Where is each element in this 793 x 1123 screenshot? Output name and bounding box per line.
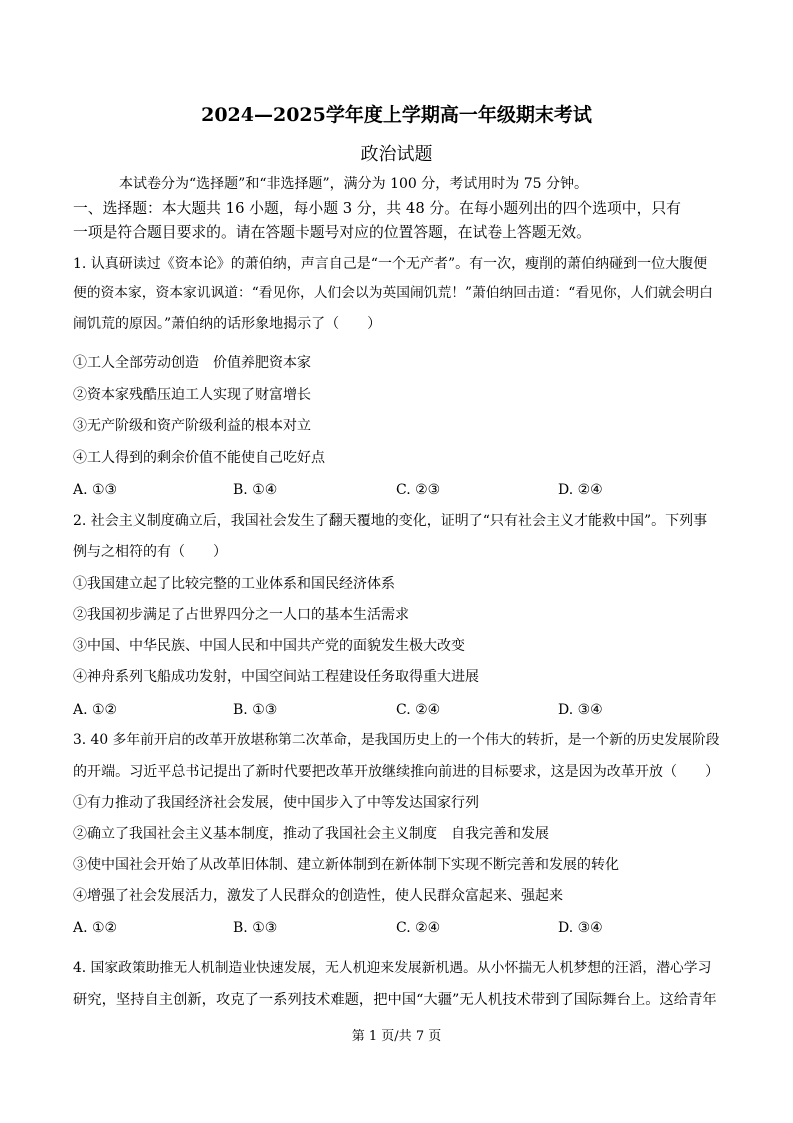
- q2-statement-3: ③中国、中华民族、中国人民和中国共产党的面貌发生极大改变: [73, 638, 465, 654]
- q2-statement-4: ④神舟系列飞船成功发射，中国空间站工程建设任务取得重大进展: [73, 669, 479, 685]
- q3-option-d[interactable]: D. ③④: [558, 920, 603, 936]
- q3-statement-2: ②确立了我国社会主义基本制度，推动了我国社会主义制度 自我完善和发展: [73, 826, 549, 842]
- q2-statement-1: ①我国建立起了比较完整的工业体系和国民经济体系: [73, 576, 395, 592]
- exam-title: 2024—2025学年度上学期高一年级期末考试: [201, 104, 592, 126]
- q1-stem-line3: 闹饥荒的原因。”萧伯纳的话形象地揭示了（ ）: [73, 316, 382, 332]
- q4-stem-line1: 4. 国家政策助推无人机制造业快速发展，无人机迎来发展新机遇。从小怀揣无人机梦想的汪滔，潜心学习: [73, 960, 712, 976]
- q3-option-a[interactable]: A. ①②: [73, 920, 118, 936]
- q2-option-c[interactable]: C. ②④: [396, 702, 441, 718]
- q1-statement-4: ④工人得到的剩余价值不能使自己吃好点: [73, 450, 325, 466]
- q2-statement-2: ②我国初步满足了占世界四分之一人口的基本生活需求: [73, 607, 409, 623]
- intro-note: 本试卷分为“选择题”和“非选择题”，满分为 100 分，考试用时为 75 分钟。: [119, 176, 588, 192]
- q1-statement-2: ②资本家残酷压迫工人实现了财富增长: [73, 387, 311, 403]
- q1-stem-line1: 1. 认真研读过《资本论》的萧伯纳，声言自己是“一个无产者”。有一次，瘦削的萧伯纳碰到一位大腹便: [73, 256, 708, 272]
- q1-statement-3: ③无产阶级和资产阶级利益的根本对立: [73, 418, 311, 434]
- q3-statement-1: ①有力推动了我国经济社会发展，使中国步入了中等发达国家行列: [73, 795, 479, 811]
- q2-stem-line2: 例与之相符的有（ ）: [73, 544, 227, 560]
- section-instruction-line1: 一、选择题：本大题共 16 小题，每小题 3 分，共 48 分。在每小题列出的四个选项中，只有: [73, 200, 681, 217]
- q2-stem-line1: 2. 社会主义制度确立后，我国社会发生了翻天覆地的变化，证明了“只有社会主义才能救中国”。下列事: [73, 513, 708, 529]
- q3-stem-line1: 3. 40 多年前开启的改革开放堪称第二次革命，是我国历史上的一个伟大的转折，是一个新的历史发展阶段: [73, 732, 720, 748]
- q4-stem-line2: 研究，坚持自主创新，攻克了一系列技术难题，把中国“大疆”无人机技术带到了国际舞台上。这给青年: [73, 992, 717, 1008]
- q2-option-b[interactable]: B. ①③: [233, 702, 278, 718]
- section-instruction-line2: 一项是符合题目要求的。请在答题卡题号对应的位置答题，在试卷上答题无效。: [73, 224, 591, 241]
- q1-statement-1: ①工人全部劳动创造 价值养肥资本家: [73, 355, 311, 371]
- q3-option-b[interactable]: B. ①③: [233, 920, 278, 936]
- q1-option-d[interactable]: D. ②④: [558, 482, 603, 498]
- page-footer: 第 1 页/共 7 页: [351, 1029, 442, 1044]
- q2-option-d[interactable]: D. ③④: [558, 702, 603, 718]
- q1-option-c[interactable]: C. ②③: [396, 482, 441, 498]
- q3-statement-3: ③使中国社会开始了从改革旧体制、建立新体制到在新体制下实现不断完善和发展的转化: [73, 857, 619, 873]
- q1-option-a[interactable]: A. ①③: [73, 482, 118, 498]
- q1-stem-line2: 便的资本家，资本家讥讽道：“看见你，人们会以为英国闹饥荒！”萧伯纳回击道：“看见你，人们就会明白: [73, 285, 713, 301]
- q1-option-b[interactable]: B. ①④: [233, 482, 278, 498]
- q3-option-c[interactable]: C. ②④: [396, 920, 441, 936]
- q3-statement-4: ④增强了社会发展活力，激发了人民群众的创造性，使人民群众富起来、强起来: [73, 888, 563, 904]
- exam-subtitle: 政治试题: [360, 144, 433, 165]
- q3-stem-line2: 的开端。习近平总书记提出了新时代要把改革开放继续推向前进的目标要求，这是因为改革开放（ ）: [73, 764, 720, 780]
- q2-option-a[interactable]: A. ①②: [73, 702, 118, 718]
